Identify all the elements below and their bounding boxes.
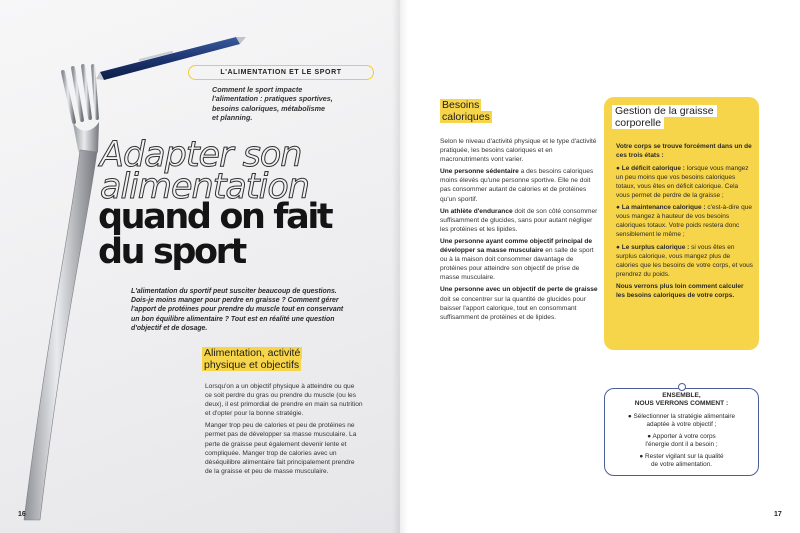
chapo-line: l'alimentation : pratiques sportives, <box>212 94 333 104</box>
paragraph <box>440 137 598 164</box>
card-item <box>616 203 753 239</box>
summary-item <box>616 413 747 430</box>
card-item <box>616 243 753 279</box>
card-item-lead: ● La maintenance calorique : <box>616 204 706 211</box>
intro-text <box>131 287 357 333</box>
intro-line: d'objectif et de dosage. <box>131 324 208 332</box>
heading-line: Besoins <box>442 99 480 111</box>
card-outro: Nous verrons plus loin comment calculer les besoins caloriques de votre corps. <box>616 283 744 299</box>
chapo-text <box>212 85 382 123</box>
paragraph <box>440 167 598 203</box>
card-body <box>616 142 753 304</box>
section-heading-activity <box>202 347 302 371</box>
paragraph-text: a des besoins caloriques moins élevés qu'une personne sportive. Elle ne doit pas consommer autant de calories et de protéines qu'un sportif. <box>440 168 594 203</box>
summary-item <box>616 433 747 450</box>
summary-title-line: NOUS VERRONS COMMENT : <box>634 400 729 408</box>
intro-line: Dois-je moins manger pour perdre en graisse ? Comment gérer <box>131 297 339 305</box>
section-kicker: L'ALIMENTATION ET LE SPORT <box>188 65 374 80</box>
page-number-left: 16 <box>18 511 26 518</box>
summary-item-line: ● Rester vigilant sur la qualité <box>639 453 724 460</box>
summary-item-line: ● Sélectionner la stratégie alimentaire <box>627 413 736 420</box>
card-item-text: c'est-à-dire que vous mangez à hauteur de vos besoins caloriques totaux. Votre poids restera donc sensiblement le même ; <box>616 204 752 238</box>
summary-item-line: de votre alimentation. <box>650 461 713 469</box>
paragraph-lead: Une personne avec un objectif de perte de graisse <box>440 286 598 294</box>
paragraph-lead: Une personne ayant comme objectif principal de développer sa masse musculaire <box>440 237 593 255</box>
intro-line: un bon équilibre alimentaire ? Tout est en réalité une question <box>131 315 335 323</box>
chapo-line: besoins caloriques, métabolisme <box>212 103 326 113</box>
heading-line: Alimentation, activité <box>204 347 301 359</box>
card-item-text: lorsque vous mangez un peu moins que vos besoins caloriques totaux, vous êtes en déficit calorique. Cela vous permet de perdre de la graisse ; <box>616 164 749 199</box>
heading-besoins-caloriques <box>440 99 492 123</box>
title-light-line-1: Adapter son <box>100 135 302 175</box>
summary-item-line: l'énergie dont il a besoin ; <box>645 441 718 449</box>
paragraph-text: doit de son côté consommer suffisamment de glucides, sans pour autant négliger les protéines et les lipides. <box>440 207 598 233</box>
summary-title <box>604 392 759 409</box>
paragraph-text: doit se concentrer sur la quantité de glucides pour baisser l'apport calorique, tout en consommant suffisamment de protéines et de lipides. <box>440 295 586 321</box>
chapo-line: et planning. <box>212 113 253 123</box>
summary-item-line: ● Apporter à votre corps <box>647 433 716 440</box>
title-light-line-2: alimentation <box>100 167 309 207</box>
paragraph-lead: Une personne sédentaire <box>440 168 519 176</box>
intro-line: L'alimentation du sportif peut susciter beaucoup de questions. <box>131 288 337 295</box>
paragraph-text: Selon le niveau d'activité physique et le type d'activité pratiquée, les besoins caloriques et en macronutriments vont varier. <box>440 138 597 164</box>
page-number-right: 17 <box>774 511 782 518</box>
paragraph-text: en salle de sport ou à la maison doit consommer davantage de protéines pour atteindre son objectif de prise de masse musculaire. <box>440 247 594 282</box>
card-item-lead: ● Le surplus calorique : <box>616 243 690 251</box>
paragraph <box>440 285 598 321</box>
title-bold-line-2: du sport <box>98 232 245 272</box>
paragraph-lead: Un athlète d'endurance <box>440 207 513 215</box>
middle-column-body <box>440 137 598 325</box>
heading-line: physique et objectifs <box>204 359 300 371</box>
left-column-body <box>205 382 363 479</box>
card-title-line: Gestion de la graisse <box>612 105 717 117</box>
intro-line: l'apport de protéines pour prendre du muscle tout en conservant <box>131 306 344 314</box>
paragraph <box>440 237 598 282</box>
card-title-line: corporelle <box>612 117 664 129</box>
card-item-lead: ● Le déficit calorique : <box>616 164 685 172</box>
summary-title-line: ENSEMBLE, <box>662 392 701 399</box>
gutter-shadow <box>392 0 408 533</box>
card-item <box>616 164 753 200</box>
paragraph: Manger trop peu de calories et peu de protéines ne permet pas de développer sa masse musculaire. La perte de graisse peut également devenir lente et compliquée. Manger trop de calories avec un déséquilibre alimentaire fait principalement prendre de la graisse et peu de masse musculaire. <box>205 422 357 475</box>
chapo-line: Comment le sport impacte <box>212 85 303 94</box>
card-intro: Votre corps se trouve forcément dans un de ces trois états : <box>616 143 752 159</box>
summary-item-line: adaptée à votre objectif ; <box>646 421 717 429</box>
summary-dot-icon <box>678 383 686 391</box>
card-title <box>612 105 717 129</box>
title-bold-line-1: quand on fait <box>98 197 332 237</box>
summary-item <box>616 453 747 470</box>
paragraph: Lorsqu'on a un objectif physique à atteindre ou que ce soit perdre du gras ou prendre du muscle (ou les deux), il est primordial de prendre en main sa nutrition et d'opter pour la bonne stratégie. <box>205 383 363 418</box>
heading-line: caloriques <box>442 111 490 123</box>
paragraph <box>440 207 598 234</box>
fork-icon <box>24 66 99 520</box>
card-item-text: si vous êtes en surplus calorique, vous mangez plus de calories que les besoins de votre corps, et vous prendrez du poids. <box>616 243 753 278</box>
